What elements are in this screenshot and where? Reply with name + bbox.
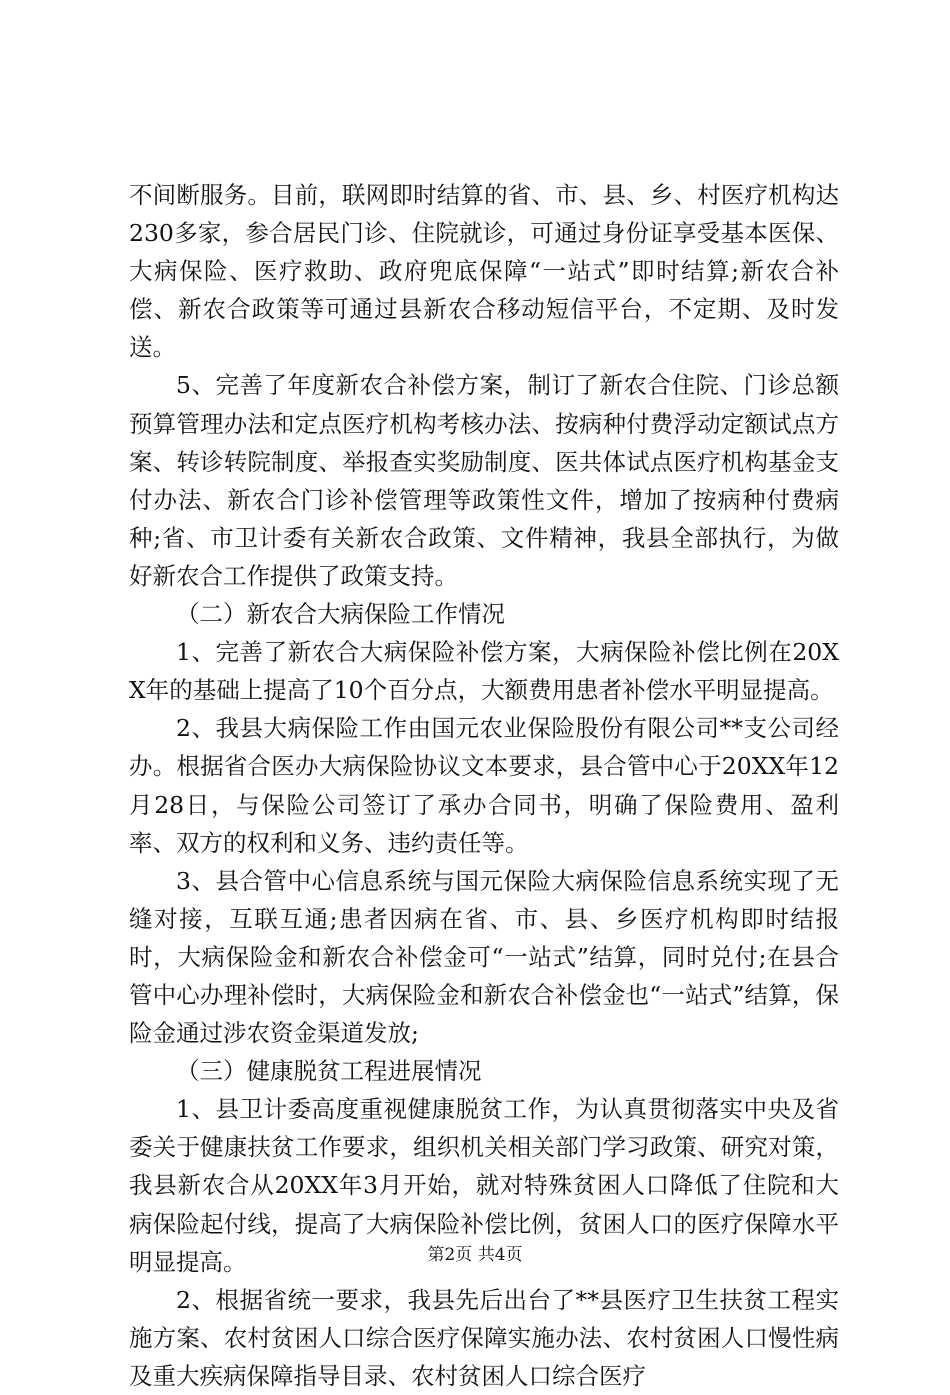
paragraph-poverty-item-1: 1、县卫计委高度重视健康脱贫工作，为认真贯彻落实中央及省委关于健康扶贫工作要求，组织机关相关部门学习政策、研究对策，我县新农合从20XX年3月开始，就对特殊贫困人口降低了住院和大病保险起付线，提高了大病保险补偿比例，贫困人口的医疗保障水平明显提高。 [129,1095,839,1276]
paragraph-item-1: 1、完善了新农合大病保险补偿方案，大病保险补偿比例在20XX年的基础上提高了10个百分点，大额费用患者补偿水平明显提高。 [129,638,839,705]
paragraph-item-2: 2、我县大病保险工作由国元农业保险股份有限公司**支公司经办。根据省合医办大病保险协议文本要求，县合管中心于20XX年12月28日，与保险公司签订了承办合同书，明确了保险费用、盈利率、双方的权利和义务、违约责任等。 [129,714,839,857]
paragraph-continuation: 不间断服务。目前，联网即时结算的省、市、县、乡、村医疗机构达230多家，参合居民门诊、住院就诊，可通过身份证享受基本医保、大病保险、医疗救助、政府兜底保障“一站式”即时结算;新农合补偿、新农合政策等可通过县新农合移动短信平台，不定期、及时发送。 [129,181,839,362]
paragraph-item-5: 5、完善了年度新农合补偿方案，制订了新农合住院、门诊总额预算管理办法和定点医疗机构考核办法、按病种付费浮动定额试点方案、转诊转院制度、举报查实奖励制度、医共体试点医疗机构基金支付办法、新农合门诊补偿管理等政策性文件，增加了按病种付费病种;省、市卫计委有关新农合政策、文件精神，我县全部执行，为做好新农合工作提供了政策支持。 [129,371,839,590]
section-heading-3: （三）健康脱贫工程进展情况 [176,1057,482,1086]
paragraph-item-3: 3、县合管中心信息系统与国元保险大病保险信息系统实现了无缝对接，互联互通;患者因病在省、市、县、乡医疗机构即时结报时，大病保险金和新农合补偿金可“一站式”结算，同时兑付;在县合管中心办理补偿时，大病保险金和新农合补偿金也“一站式”结算，保险金通过涉农资金渠道发放; [129,866,839,1048]
document-body [129,176,839,1395]
section-heading-2: （二）新农合大病保险工作情况 [176,600,505,629]
page-number-footer: 第2页 共4页 [427,1245,523,1265]
paragraph-poverty-item-2: 2、根据省统一要求，我县先后出台了**县医疗卫生扶贫工程实施方案、农村贫困人口综合医疗保障实施办法、农村贫困人口慢性病及重大疾病保障指导目录、农村贫困人口综合医疗 [129,1285,839,1390]
